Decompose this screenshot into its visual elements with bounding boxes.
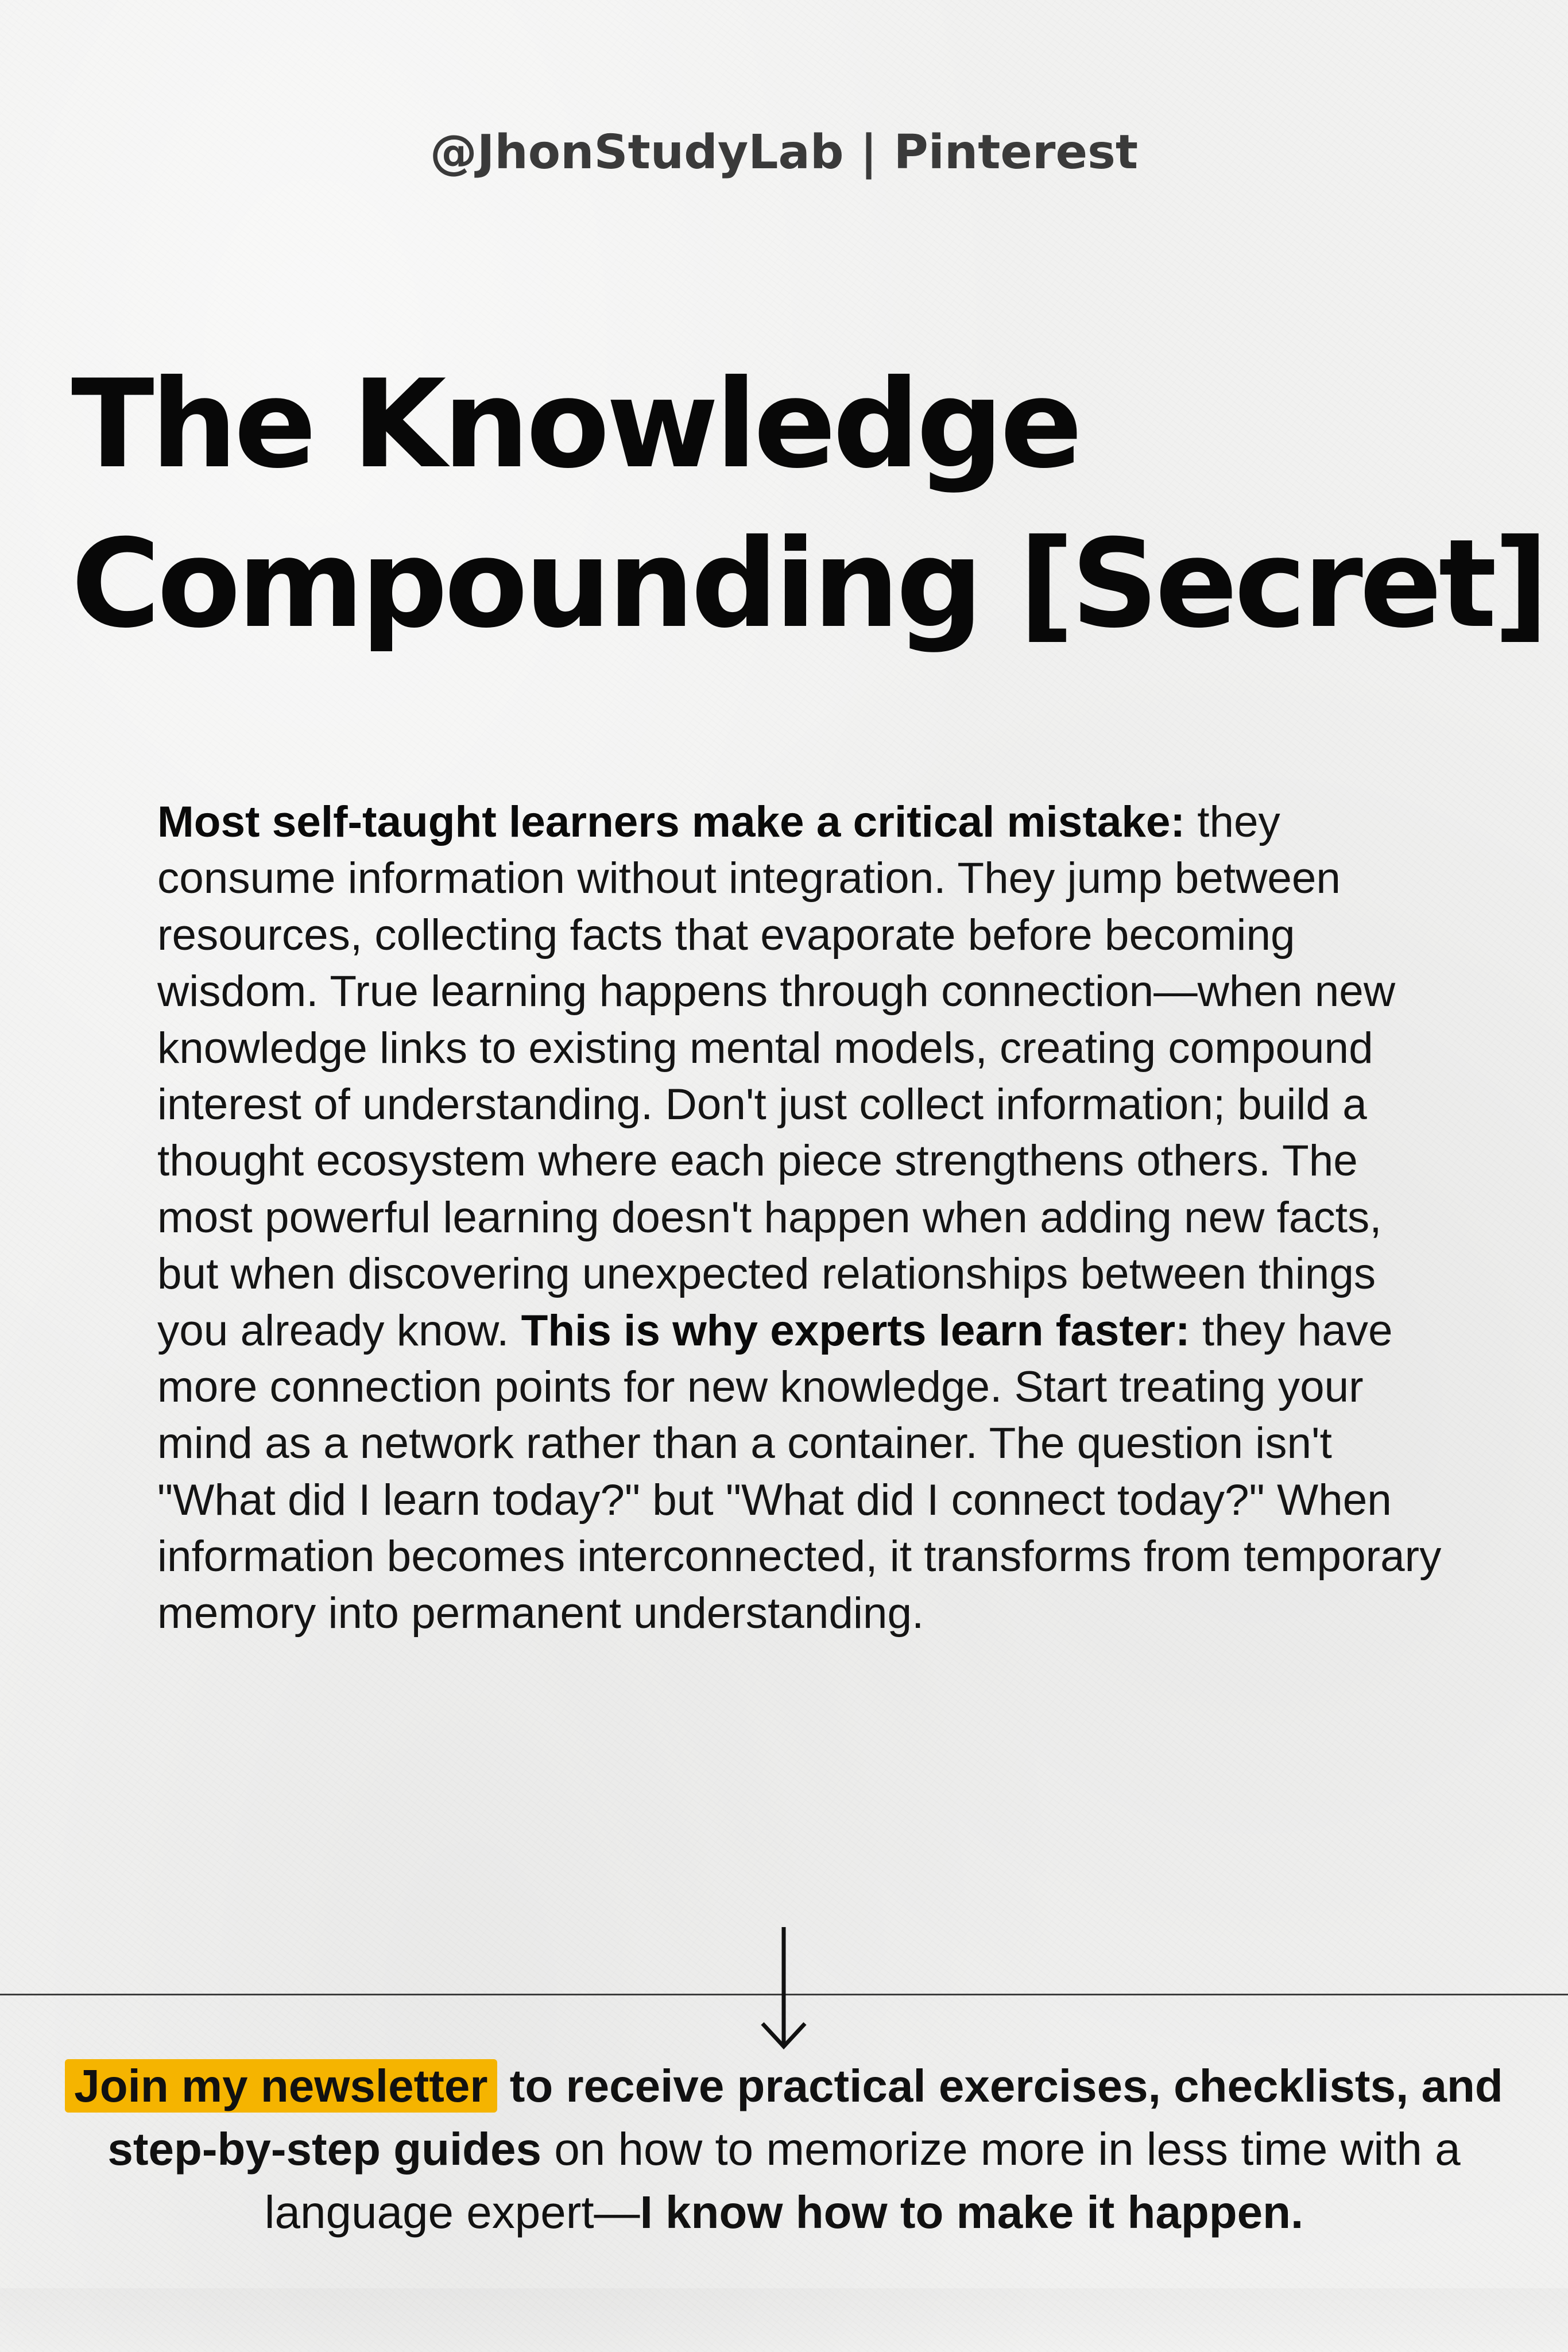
cta-bold-text: to receive practical exercises, checklists, and step-by-step guides	[107, 2060, 1503, 2175]
page-title	[71, 345, 1546, 664]
cta-regular-text: on how to memorize more in less time with a language expert—	[264, 2123, 1461, 2238]
body-paragraph	[157, 794, 1443, 1642]
newsletter-link[interactable]: Join my newsletter	[65, 2059, 497, 2113]
arrow-down-icon	[761, 1927, 807, 2050]
title-line-2: Compounding [Secret]	[71, 513, 1546, 655]
body-text-part-1: they consume information without integration. They jump between resources, collecting facts that evaporate before becoming wisdom. True learning happens through connection—when new knowledge links to existing mental models, creating compound interest of understanding. Don't just collect information; build a thought ecosystem where each piece strengthens others. The most powerful learning doesn't happen when adding new facts, but when discovering unexpected relationships between things you already know.	[157, 798, 1396, 1355]
title-line-1: The Knowledge	[71, 353, 1079, 495]
lead-bold-text: Most self-taught learners make a critical mistake:	[157, 798, 1185, 846]
body-text-part-2: they have more connection points for new knowledge. Start treating your mind as a network rather than a container. The question isn't "What did I learn today?" but "What did I connect today?" When information becomes interconnected, it transforms from temporary memory into permanent understanding.	[157, 1306, 1442, 1638]
mid-bold-text: This is why experts learn faster:	[521, 1306, 1190, 1355]
account-handle: @JhonStudyLab | Pinterest	[429, 125, 1139, 180]
newsletter-cta	[34, 2055, 1534, 2244]
paper-bottom-edge	[0, 2288, 1568, 2352]
cta-closing-bold: I know how to make it happen.	[640, 2187, 1304, 2238]
